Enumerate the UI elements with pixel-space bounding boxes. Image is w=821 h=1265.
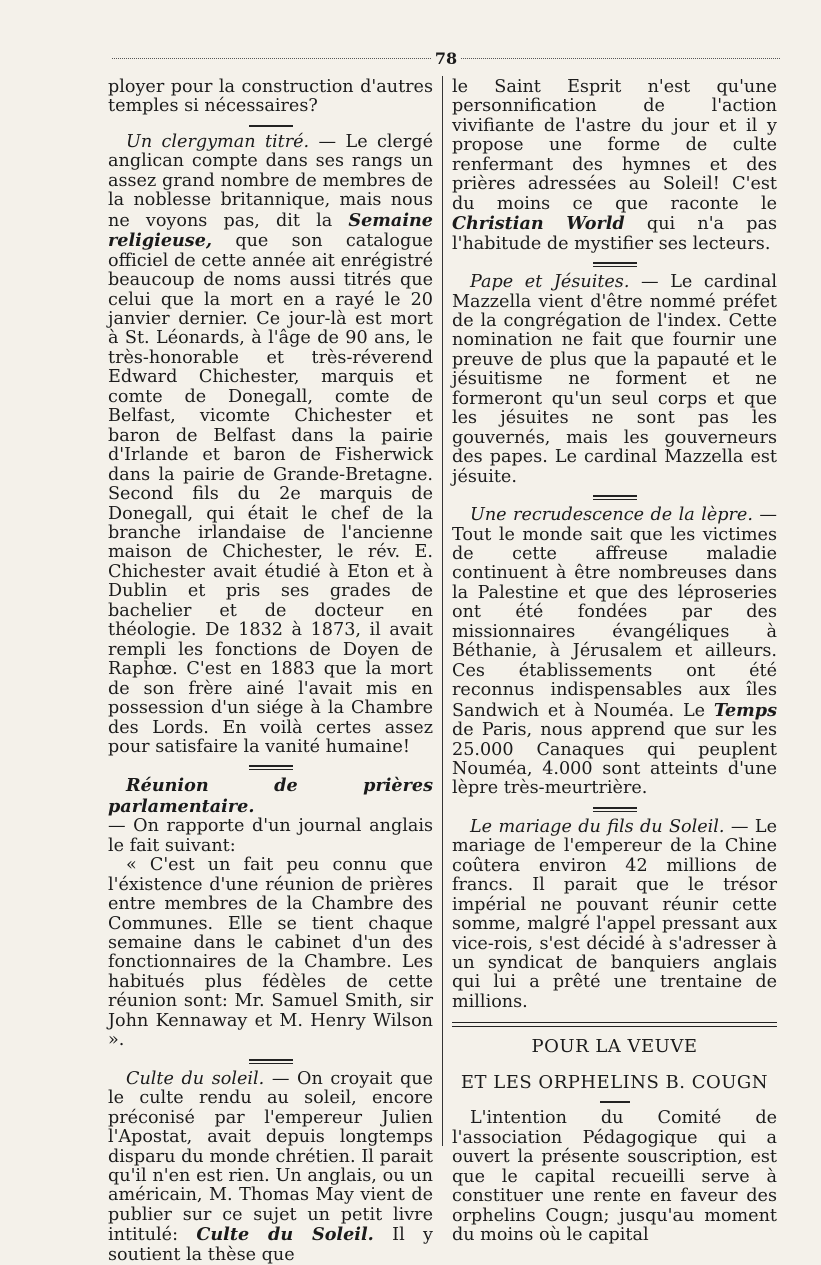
section-heading: ET LES ORPHELINS B. COUGN — [460, 1072, 769, 1094]
article-mariage: Le mariage du fils du Soleil. — Le mariage de l'empereur de la Chine coûtera environ 42 millions de francs. Il parait que le trésor impérial ne pouvant réunir cette somme, malgré l'appel pressant aux vice-rois, s'est décidé à s'adresser à un syndicat de banquiers anglais qui lui a prêté une trentaine de millions. — [452, 816, 777, 1012]
article-lepre: Une recrudescence de la lèpre. — Tout le monde sait que les victimes de cette affreuse maladie continuent à être nombreuses dans la Palestine et que des léproseries ont été fondées par des missionnaires évangéliques à Béthanie, à Jérusalem et ailleurs. Ces établissements ont été reconnus indispensables aux îles Sandwich et à Nouméa. Le Temps de Paris, nous apprend que sur les 25.000 Canaques qui peuplent Nouméa, 4.000 sont atteints d'une lèpre très-meurtrière. — [452, 505, 777, 799]
article-pape-jesuites: Pape et Jésuites. — Le cardinal Mazzella vient d'être nommé préfet de la congrégation de l'index. Cette nomination ne fait que fournir une preuve de plus que la papauté et le jésuitisme ne forment et ne formeront qu'un seul corps et que les jésuites ne sont pas les gouvernés, mais les gouverneurs des papes. Le cardinal Mazzella est jésuite. — [452, 272, 777, 487]
column-divider — [442, 76, 443, 1146]
continued-paragraph: ployer pour la construction d'autres temples si nécessaires? — [108, 77, 433, 117]
article-separator — [249, 125, 293, 127]
page-header — [112, 48, 780, 68]
book-title: Culte du Soleil. — [196, 1224, 374, 1246]
article-title: Pape et Jésuites. — [470, 272, 630, 293]
article-reunion-quote: « C'est un fait peu connu que l'éxistence d'une réunion de prières entre membres de la Chambre des Communes. Elle se tient chaque semaine dans le cabinet d'un des fonctionnaires de la Chambre. Les habitués plus fédèles de cette réunion sont: Mr. Samuel Smith, sir John Kennaway et M. Henry Wilson ». — [108, 855, 433, 1051]
left-column — [108, 78, 433, 1265]
article-title: Un clergyman titré. — [126, 131, 310, 152]
article-separator — [593, 807, 637, 812]
source-name: Christian World — [452, 213, 625, 235]
page-number: 78 — [434, 48, 458, 68]
article-title: Culte du soleil. — [126, 1068, 265, 1089]
article-title: Réunion de prières parlamentaire. — [108, 775, 433, 817]
source-name: Semaine religieuse, — [108, 209, 433, 252]
article-separator — [593, 262, 637, 267]
right-column — [452, 78, 777, 1246]
article-culte-soleil-continued: le Saint Esprit n'est qu'une personnification de l'action vivifiante de l'astre du jour et il y propose une forme de culte renfermant des hymnes et des prières adressées au Soleil! C'est du moins ce que raconte le Christian World qui n'a pas l'habitude de mystifier ses lecteurs. — [452, 77, 778, 254]
article-title: Une recrudescence de la lèpre. — [470, 505, 753, 526]
article-separator — [249, 765, 293, 770]
article-clergyman: Un clergyman titré. — Le clergé anglican compte dans ses rangs un assez grand nombre de membres de la noblesse britannique, mais nous ne voyons pas, dit la Semaine religieuse, que son catalogue officiel de cette année ait enrégistré beaucoup de noms aussi titrés que celui que la mort en a rayé le 20 janvier dernier. Ce jour-là est mort à St. Léonards, à l'âge de 90 ans, le très-honorable et très-réverend Edward Chichester, marquis et comte de Donegall, comte de Belfast, vicomte Chichester et baron de Belfast dans la pairie d'Irlande et baron de Fisherwick dans la pairie de Grande-Bretagne. Second fils du 2e marquis de Donegall, qui était le chef de la branche irlandaise de l'ancienne maison de Chichester, le rév. E. Chichester avait étudié à Eton et à Dublin et pris ses grades de bachelier et de docteur en théologie. De 1832 à 1873, il avait rempli les fonctions de Doyen de Raphœ. C'est en 1883 que la mort de son frère ainé l'avait mis en possession d'un siége à la Chambre des Lords. En voilà certes assez pour satisfaire la vanité humaine! — [108, 131, 433, 757]
notice-paragraph: L'intention du Comité de l'association Pédagogique qui a ouvert la présente souscription, est que le capital recueilli serve à constituer une rente en faveur des orphelins Cougn; jusqu'au moment du moins où le capital — [452, 1108, 777, 1246]
article-title: Le mariage du fils du Soleil. — [470, 816, 725, 837]
article-separator — [593, 495, 637, 500]
article-reunion-intro: — On rapporte d'un journal anglais le fait suivant: — [108, 816, 433, 856]
heading-separator — [600, 1101, 630, 1103]
source-name: Temps — [713, 699, 777, 721]
header-rule-right — [461, 58, 780, 59]
section-heading: POUR LA VEUVE — [531, 1036, 698, 1058]
article-separator — [249, 1059, 293, 1064]
header-rule-left — [112, 58, 431, 59]
article-culte-soleil: Culte du soleil. — On croyait que le culte rendu au soleil, encore préconisé par l'empereur Julien l'Apostat, avait depuis longtemps disparu du monde chrétien. Il parait qu'il n'en est rien. Un anglais, ou un américain, M. Thomas May vient de publier sur ce sujet un petit livre intitulé: Culte du Soleil. Il y soutient la thèse que — [108, 1068, 434, 1265]
section-rule — [452, 1022, 777, 1027]
article-reunion-title — [108, 776, 433, 817]
